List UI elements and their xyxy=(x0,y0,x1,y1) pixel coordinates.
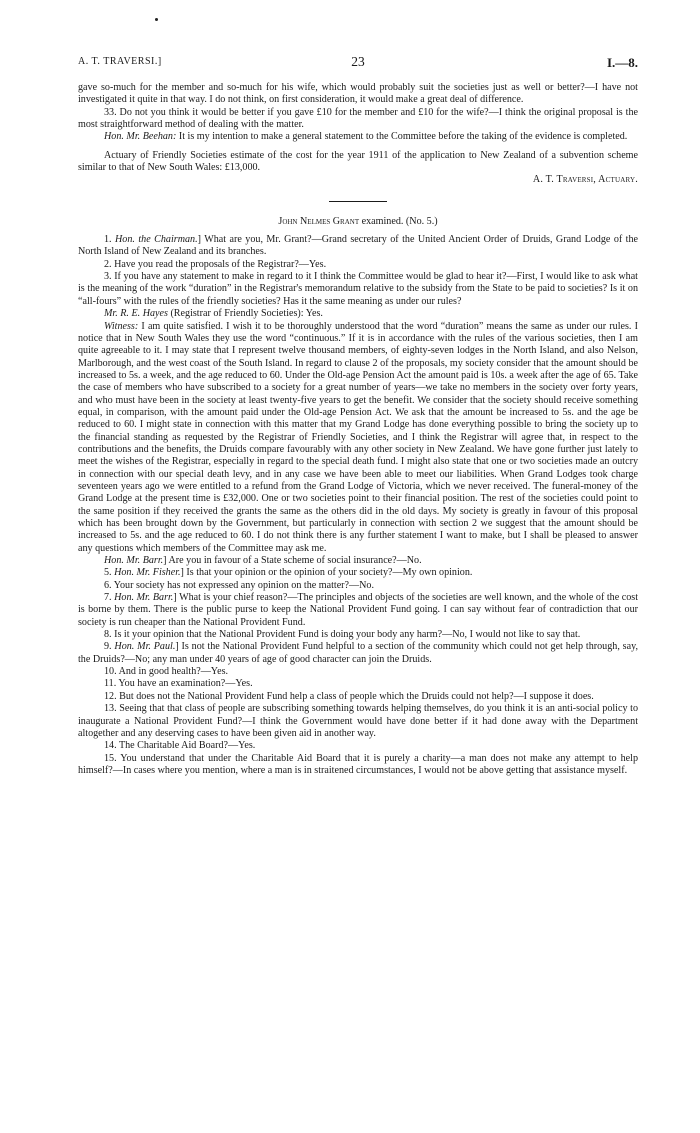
document-body xyxy=(78,82,638,777)
speaker-name: Witness: xyxy=(104,320,139,332)
reply-text: (Registrar of Friendly Societies): Yes. xyxy=(167,308,323,320)
statement-text: I am quite satisfied. I wish it to be thoroughly understood that the word “duration” means the same as under our rules. I notice that in New South Wales they use the word “continuous.” If it is in accordance with the rules of the various societies, then I am quite agreeable to it. I may state that I represent twelve thousand members, of eighty-seven lodges in the North Island, and also Nelson, Marlborough, and the west coast of the South Island. In regard to clause 2 of the proposals, my society consider that the amount should be increased to 5s. a week, and the age reduced to 60. Under the Old-age Pension Act the amount paid is 10s. a week after the age of 65. Take the case of members who have subscribed to a society for a great number of years—we take no members in the society over forty years, and who must have been in the society at least twenty-five years to get the benefit. We consider that the society should receive something equal, in comparison, with the amount paid under the Old-age Pension Act. We ask that the amount be increased to 5s. and the age be reduced to 60. I might state in connection with this matter that my Grand Lodge has done everything possible to bring the society up to the financial standing as requested by the Registrar of Friendly Societies, and I think the Registrar will agree that, in respect to the contributions and the benefits, the Druids compare favourably with any other society in New Zealand. We have gone further just lately to meet the wishes of the Registrar, especially in regard to the special death fund. I might also state that one or two societies made an outcry in connection with our special death levy, and in any case we have been able to meet our liabilities. When Grand Lodges took charge seventeen years ago we were entitled to a refund from the Grand Lodge of Victoria, which we never received. The funeral-money of the Grand Lodge at the present time is £32,000. One or two societies point to their financial position. The rest of the societies could point to the same position if they received the grants the same as the others did in the old days. My society is greatly in favour of this proposal which has been brought down by the Government, but particularly in connection with section 2 we suggest that the amount should be increased to 5s. and the age reduced to 60. I do not think there is any further statement I want to make, but I shall be pleased to answer any questions which members of the Committee may ask me. xyxy=(78,320,638,554)
beehan-statement xyxy=(78,131,638,143)
witness-heading-rest: examined. (No. 5.) xyxy=(359,215,438,227)
barr-question xyxy=(78,555,638,567)
question-2: 2. Have you read the proposals of the Registrar?—Yes. xyxy=(104,258,327,270)
question-text: ] Is not the National Provident Fund helpful to a section of the community which could not get help through, say, the Druids?—No; any man under 40 years of age of good character can join the Druids. xyxy=(78,641,639,665)
question-number: 5. xyxy=(104,567,115,579)
question-1 xyxy=(78,234,638,259)
question-6: 6. Your society has not expressed any opinion on the matter?—No. xyxy=(104,579,374,591)
question-14: 14. The Charitable Aid Board?—Yes. xyxy=(104,740,256,752)
paragraph-continued: gave so-much for the member and so-much for his wife, which would probably suit the societies just as well or better?—I have not investigated it quite in that way. I do not think, on first consideration, it would make a great deal of difference. xyxy=(78,82,638,106)
question-number: 7. xyxy=(104,592,115,604)
question-13: 13. Seeing that that class of people are subscribing something towards helping themselves, do you think it is an anti-social policy to inaugurate a National Provident Fund?—I think the Government would have done better if it had done away with the Department altogether and any deserving cases to have been given aid in another way. xyxy=(78,703,638,739)
section-divider xyxy=(329,201,387,202)
speaker-name: Hon. Mr. Paul. xyxy=(114,641,176,653)
hayes-reply xyxy=(78,308,638,320)
running-head-author: A. T. TRAVERSI.] xyxy=(78,56,162,67)
speaker-name: Hon. the Chairman. xyxy=(115,234,198,246)
witness-statement xyxy=(78,321,638,556)
witness-name: John Nelmes Grant xyxy=(278,215,360,227)
question-11: 11. You have an examination?—Yes. xyxy=(104,678,253,690)
question-number: 1. xyxy=(104,234,116,246)
speaker-name: Mr. R. E. Hayes xyxy=(104,308,168,320)
question-10: 10. And in good health?—Yes. xyxy=(104,666,229,678)
paper-reference: I.—8. xyxy=(606,55,638,70)
question-33: 33. Do not you think it would be better if you gave £10 for the member and £10 for the wife?—I think the original proposal is the most straightforward method of dealing with the matter. xyxy=(78,106,638,131)
speaker-name: Hon. Mr. Barr. xyxy=(114,592,174,604)
question-5 xyxy=(78,567,638,579)
page-number: 23 xyxy=(351,54,365,69)
page-header xyxy=(78,54,638,76)
speaker-name: Hon. Mr. Barr. xyxy=(104,555,164,567)
question-8: 8. Is it your opinion that the National Provident Fund is doing your body any harm?—No, I would not like to say that. xyxy=(104,629,581,641)
question-text: ] What are you, Mr. Grant?—Grand secretary of the United Ancient Order of Druids, Grand Lodge of the North Island of New Zealand and its branches. xyxy=(78,234,638,258)
question-text: ] Is that your opinion or the opinion of your society?—My own opinion. xyxy=(180,567,473,579)
document-page xyxy=(78,54,638,777)
question-text: ] Are you in favour of a State scheme of social insurance?—No. xyxy=(163,555,422,567)
actuary-estimate: Actuary of Friendly Societies estimate of the cost for the year 1911 of the application to New Zealand of a subvention scheme similar to that of New South Wales: £13,000. xyxy=(78,149,638,174)
question-text: ] What is your chief reason?—The principles and objects of the societies are well known, and the whole of the cost is borne by them. There is the public purse to keep the National Provident Fund going. I can say without fear of contradiction that our society is run cheaper than the National Provident Fund. xyxy=(78,592,639,628)
ink-speck xyxy=(155,18,158,21)
witness-heading xyxy=(78,216,638,228)
question-9 xyxy=(78,641,638,666)
speaker-name: Hon. Mr. Fisher. xyxy=(114,567,181,579)
speaker-name: Hon. Mr. Beehan: xyxy=(104,131,177,143)
question-12: 12. But does not the National Provident Fund help a class of people which the Druids could not help?—I suppose it does. xyxy=(104,690,594,702)
statement-text: It is my intention to make a general statement to the Committee before the taking of the evidence is completed. xyxy=(176,131,628,143)
question-15: 15. You understand that under the Charitable Aid Board that it is purely a charity—a man does not make any attempt to help himself?—In cases where you mention, where a man is in straitened circumstances, I would not be above getting that assistance myself. xyxy=(78,752,638,776)
signature: A. T. Traversi, Actuary. xyxy=(532,174,638,186)
question-3: 3. If you have any statement to make in regard to it I think the Committee would be glad to hear it?—First, I would like to ask what is the meaning of the work “duration” in the Registrar's memorandum relative to the subsidy from the State to be paid to societies? Is it on “all-fours” with the rules of the friendly societies? Has it the same meaning as under our rules? xyxy=(78,271,638,307)
question-7 xyxy=(78,592,638,629)
question-number: 9. xyxy=(104,641,115,653)
